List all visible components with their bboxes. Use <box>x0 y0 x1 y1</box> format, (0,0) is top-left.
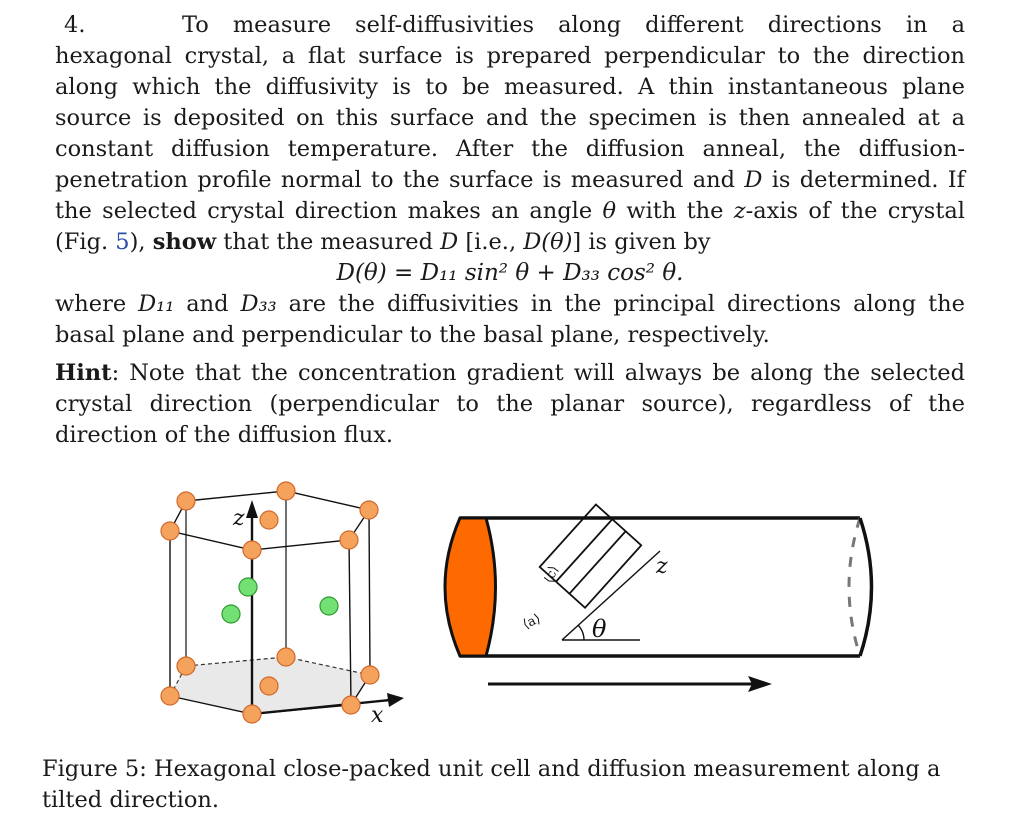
cyl-z-label: z <box>656 554 668 579</box>
intro-text: with the <box>616 198 734 224</box>
intro-text: -axis of the crystal (Fig. <box>55 198 965 255</box>
corner-atom <box>277 482 295 500</box>
face-center-atom <box>260 677 278 695</box>
intro-text: is determined. If the selected crystal direction makes an angle <box>55 167 966 224</box>
z-axis-arrowhead <box>246 500 258 518</box>
corner-atom <box>177 492 195 510</box>
corner-atom <box>243 705 261 723</box>
crystal-block <box>540 505 642 608</box>
crystal-plane <box>569 531 625 593</box>
crystal-outline <box>540 505 642 608</box>
hint-paragraph <box>55 358 965 451</box>
x-axis-arrowhead <box>387 693 404 707</box>
source-face <box>445 518 496 656</box>
show-keyword: show <box>152 229 217 255</box>
hcp-x-label: x <box>371 703 384 728</box>
equation-D-theta <box>55 258 965 289</box>
hint-label: Hint <box>55 360 112 386</box>
corner-atom <box>243 541 261 559</box>
cylinder-end-back <box>849 518 860 656</box>
intro-text: that the measured <box>216 229 441 255</box>
corner-atom <box>340 531 358 549</box>
vertical-edge <box>369 510 370 675</box>
cylinder-end-front <box>860 518 872 656</box>
symbol-z: z <box>733 198 746 224</box>
corner-atom <box>177 657 195 675</box>
symbol-D: D <box>440 229 459 255</box>
symbol-D11: D₁₁ <box>138 291 175 317</box>
intro-text: [i.e., <box>458 229 524 255</box>
intro-text: To measure self-diffusivities along different directions in a hexagonal crystal, a flat surface is prepared perpendicular to the direction along which the diffusivity is to be measured. A thin instantaneous plane source is deposited on this surface and the specimen is then annealed at a constant diffusion temperature. After the diffusion anneal, the diffusion-penetration profile normal to the surface is measured and <box>55 12 965 193</box>
symbol-theta: θ <box>602 198 617 224</box>
intro-text: ] is given by <box>572 229 711 255</box>
corner-atom <box>161 522 179 540</box>
where-text: are the diffusivities in the principal directions along the basal plane and perpendicular to the basal plane, respectively. <box>55 291 965 348</box>
where-text: and <box>174 291 241 317</box>
where-paragraph <box>55 289 965 351</box>
interior-atom <box>222 605 240 623</box>
hcp-z-label: z <box>233 506 245 531</box>
interior-atom <box>320 597 338 615</box>
problem-paragraph <box>55 10 965 258</box>
face-center-atom <box>260 511 278 529</box>
corner-atom <box>360 501 378 519</box>
corner-atom <box>361 666 379 684</box>
figure-reference-link[interactable]: 5 <box>115 229 130 255</box>
cyl-c-label: ⟨c⟩ <box>541 563 562 586</box>
figure-caption: Figure 5: Hexagonal close-packed unit cell and diffusion measurement along a tilted direction. <box>42 756 941 813</box>
theta-arc <box>578 625 584 640</box>
problem-statement <box>55 10 965 451</box>
where-text: where <box>55 291 139 317</box>
problem-number: 4. <box>64 12 86 38</box>
crystal-plane <box>556 519 612 581</box>
cyl-theta-label: θ <box>592 615 607 643</box>
symbol-D: D <box>744 167 763 193</box>
symbol-D33: D₃₃ <box>240 291 277 317</box>
diffusion-specimen <box>445 505 872 692</box>
crystal-z-direction <box>562 551 660 640</box>
hint-text: : Note that the concentration gradient will always be along the selected crystal direction (perpendicular to the planar source), regardless of the direction of the diffusion flux. <box>55 360 965 448</box>
figure-5 <box>150 480 890 730</box>
hcp-unit-cell <box>161 482 404 728</box>
intro-text: ), <box>129 229 153 255</box>
corner-atom <box>277 648 295 666</box>
cyl-a-label: ⟨a⟩ <box>520 611 544 633</box>
corner-atom <box>161 687 179 705</box>
interior-atom <box>239 578 257 596</box>
equation-text: D(θ) = D₁₁ sin² θ + D₃₃ cos² θ. <box>336 260 684 286</box>
corner-atom <box>342 696 360 714</box>
symbol-D-theta: D(θ) <box>523 229 573 255</box>
